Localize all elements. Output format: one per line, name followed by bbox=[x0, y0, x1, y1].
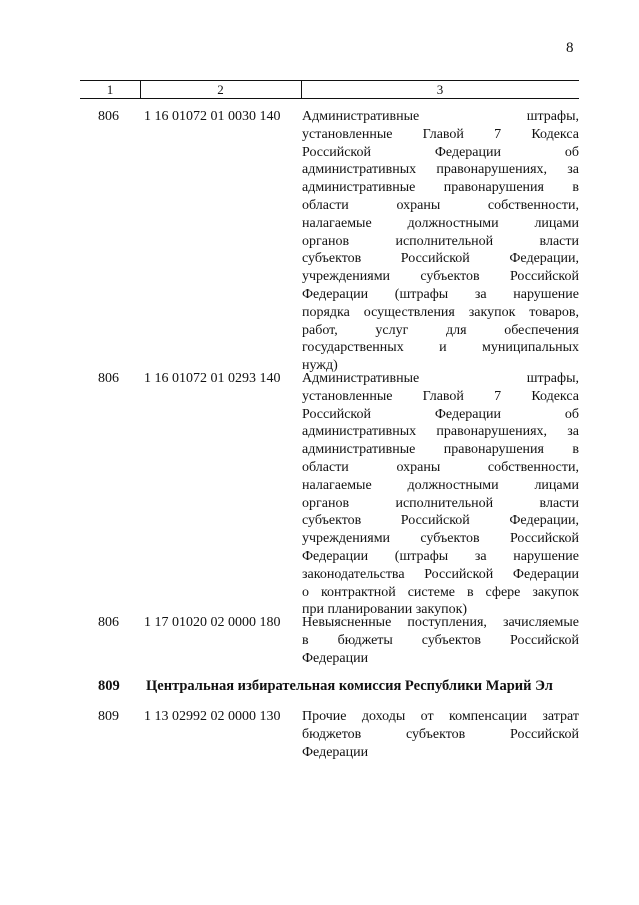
section-title: Центральная избирательная комиссия Республики Марий Эл bbox=[146, 678, 553, 694]
row-description bbox=[302, 614, 579, 667]
budget-code: 1 17 01020 02 0000 180 bbox=[144, 615, 281, 630]
desc-line: административных правонарушениях, за bbox=[302, 424, 579, 440]
desc-line: Федерации bbox=[302, 744, 369, 760]
desc-line: Федерации bbox=[302, 650, 369, 666]
desc-line: административных правонарушениях, за bbox=[302, 162, 579, 178]
row-description bbox=[302, 708, 579, 761]
admin-code: 806 bbox=[98, 371, 119, 386]
admin-code: 806 bbox=[98, 109, 119, 124]
desc-line: Прочие доходы от компенсации затрат bbox=[302, 709, 579, 724]
desc-line: государственных и муниципальных bbox=[302, 340, 579, 356]
desc-line: субъектов Российской Федерации, bbox=[302, 513, 579, 529]
header-col-2: 2 bbox=[217, 82, 224, 97]
page-number: 8 bbox=[566, 40, 574, 56]
desc-line: Российской Федерации об bbox=[302, 406, 579, 422]
desc-line: в бюджеты субъектов Российской bbox=[302, 632, 579, 648]
budget-code: 1 16 01072 01 0030 140 bbox=[144, 109, 281, 124]
header-col-3: 3 bbox=[436, 82, 444, 97]
desc-line: законодательства Российской Федерации bbox=[302, 566, 579, 582]
desc-line: области охраны собственности, bbox=[302, 459, 579, 475]
row-description bbox=[302, 370, 579, 619]
desc-line: административные правонарушения в bbox=[302, 442, 579, 458]
desc-line: административные правонарушения в bbox=[302, 180, 579, 196]
desc-line: бюджетов субъектов Российской bbox=[302, 726, 579, 742]
desc-line: Федерации (штрафы за нарушение bbox=[302, 548, 579, 564]
desc-line: Российской Федерации об bbox=[302, 144, 579, 160]
desc-line: органов исполнительной власти bbox=[302, 233, 579, 249]
desc-line: налагаемые должностными лицами bbox=[302, 215, 579, 231]
desc-line: учреждениями субъектов Российской bbox=[302, 531, 579, 547]
desc-line: нужд) bbox=[302, 358, 338, 374]
desc-line: Невыясненные поступления, зачисляемые bbox=[302, 615, 579, 630]
desc-line: учреждениями субъектов Российской bbox=[302, 269, 579, 285]
desc-line: установленные Главой 7 Кодекса bbox=[302, 126, 579, 142]
desc-line: работ, услуг для обеспечения bbox=[302, 322, 579, 338]
desc-line: о контрактной системе в сфере закупок bbox=[302, 584, 579, 600]
desc-line: налагаемые должностными лицами bbox=[302, 477, 579, 493]
section-code: 809 bbox=[98, 678, 120, 694]
desc-line: Федерации (штрафы за нарушение bbox=[302, 286, 579, 302]
desc-line: субъектов Российской Федерации, bbox=[302, 251, 579, 267]
budget-code: 1 16 01072 01 0293 140 bbox=[144, 371, 281, 386]
desc-line: области охраны собственности, bbox=[302, 197, 579, 213]
header-col-1: 1 bbox=[106, 82, 114, 97]
row-description bbox=[302, 108, 579, 375]
admin-code: 806 bbox=[98, 615, 119, 630]
desc-line: порядка осуществления закупок товаров, bbox=[302, 304, 579, 320]
desc-line: Административные штрафы, bbox=[302, 109, 579, 124]
desc-line: при планировании закупок) bbox=[302, 602, 468, 618]
admin-code: 809 bbox=[98, 709, 119, 724]
desc-line: установленные Главой 7 Кодекса bbox=[302, 388, 579, 404]
desc-line: органов исполнительной власти bbox=[302, 495, 579, 511]
table-header bbox=[80, 80, 579, 99]
desc-line: Административные штрафы, bbox=[302, 371, 579, 386]
budget-code: 1 13 02992 02 0000 130 bbox=[144, 709, 281, 724]
